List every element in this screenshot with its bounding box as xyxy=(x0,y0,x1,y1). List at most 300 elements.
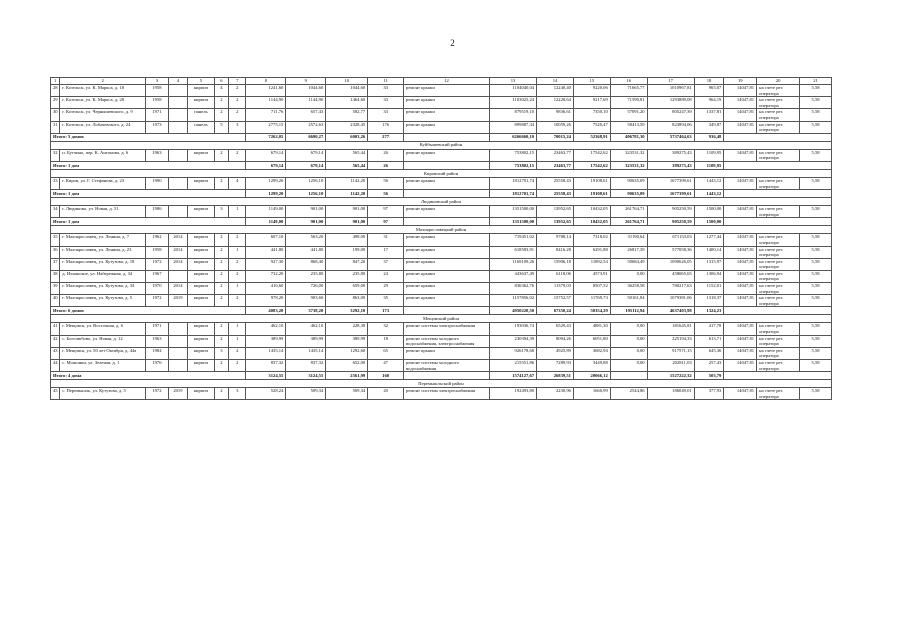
cell-c1: 230394,39 xyxy=(490,335,537,347)
total-a1: 679,14 xyxy=(246,161,286,169)
cell-mode: на счете рег. оператора xyxy=(757,270,800,282)
column-number: 5 xyxy=(188,78,215,85)
cell-c3: 9217,69 xyxy=(573,97,610,109)
cell-num: 35 xyxy=(51,234,60,246)
cell-c3: 7350,10 xyxy=(573,109,610,121)
cell-address: г. Малоярославец, ул. Ленина, д. 23 xyxy=(60,246,146,258)
cell-c4: 0,00 xyxy=(610,335,647,347)
cell-c1: 443637,49 xyxy=(490,270,537,282)
cell-y2 xyxy=(168,360,187,372)
total-row xyxy=(51,161,832,169)
cell-a2: 903,60 xyxy=(286,295,326,307)
cell-c7: 14047,81 xyxy=(724,109,757,121)
cell-a2: 509,34 xyxy=(286,388,326,400)
cell-a2: 657,43 xyxy=(286,109,326,121)
cell-ent: 2 xyxy=(229,360,246,372)
cell-c7: 14047,81 xyxy=(724,149,757,161)
cell-c2: 12240,40 xyxy=(537,85,574,97)
cell-mode: на счете рег. оператора xyxy=(757,388,800,400)
cell-a2: 901,00 xyxy=(286,206,326,218)
cell-y1: 1962 xyxy=(146,234,169,246)
district-name: Людиновский район xyxy=(51,198,832,206)
total-residents: 277 xyxy=(368,133,404,141)
column-number: 2 xyxy=(60,78,146,85)
cell-n: 5,58 xyxy=(800,149,832,161)
total-a2: 6690,27 xyxy=(286,133,326,141)
cell-a1: 1435,14 xyxy=(246,347,286,359)
cell-address: г. Мещовск, ул. Восточная, д. 6 xyxy=(60,323,146,335)
total-c1: 4950220,50 xyxy=(490,307,537,315)
cell-work: ремонт крыши xyxy=(404,347,490,359)
cell-y2 xyxy=(168,85,187,97)
total-a3: 901,00 xyxy=(326,218,368,226)
column-number: 15 xyxy=(573,78,610,85)
total-c2: 25558,43 xyxy=(537,190,574,198)
cell-c7: 14047,81 xyxy=(724,270,757,282)
cell-a1: 416,60 xyxy=(246,283,286,295)
cell-n: 5,58 xyxy=(800,121,832,133)
cell-res: 17 xyxy=(368,246,404,258)
column-number: 16 xyxy=(610,78,647,85)
cell-num: 38 xyxy=(51,270,60,282)
table-row xyxy=(51,109,832,121)
cell-work: ремонт крыши xyxy=(404,109,490,121)
cell-work: ремонт крыши xyxy=(404,121,490,133)
cell-num: 32 xyxy=(51,149,60,161)
cell-c1: 215551,86 xyxy=(490,360,537,372)
cell-c3: 19108,61 xyxy=(573,177,610,189)
cell-n: 5,58 xyxy=(800,258,832,270)
district-header-row xyxy=(51,169,832,177)
cell-n: 5,58 xyxy=(800,295,832,307)
cell-work: ремонт крыши xyxy=(404,258,490,270)
district-header-row xyxy=(51,380,832,388)
cell-y1: 1958 xyxy=(146,85,169,97)
total-c2: 67350,24 xyxy=(537,307,574,315)
total-a3: 565,44 xyxy=(326,161,368,169)
total-c4: 195112,94 xyxy=(610,307,647,315)
cell-c7: 14047,81 xyxy=(724,335,757,347)
cell-c3: 1660,99 xyxy=(573,388,610,400)
cell-address: г. Киров, ул. Г. Стефанова, д. 23 xyxy=(60,177,146,189)
cell-c6: 1443,12 xyxy=(694,177,724,189)
cell-c3: 4881,30 xyxy=(573,323,610,335)
total-c6: 1443,12 xyxy=(694,190,724,198)
cell-work: ремонт системы электроснабжения xyxy=(404,323,490,335)
cell-ent: 2 xyxy=(229,97,246,109)
table-row xyxy=(51,85,832,97)
cell-mat: кирпич xyxy=(188,335,215,347)
table-row xyxy=(51,234,832,246)
cell-c3: 7318,02 xyxy=(573,234,610,246)
cell-c3: 6291,88 xyxy=(573,246,610,258)
cell-fl: 2 xyxy=(214,97,228,109)
cell-c6: 1306,94 xyxy=(694,270,724,282)
cell-res: 37 xyxy=(368,258,404,270)
cell-c6: 1152,01 xyxy=(694,283,724,295)
cell-c5: 202811,03 xyxy=(647,360,694,372)
cell-a1: 837,32 xyxy=(246,360,286,372)
total-a3: 1142,20 xyxy=(326,190,368,198)
cell-a3: 1142,20 xyxy=(326,177,368,189)
cell-mat: кирпич xyxy=(188,283,215,295)
total-c3: 19108,61 xyxy=(573,190,610,198)
cell-address: г. Людиново, ул. Новая, д. 51 xyxy=(60,206,146,218)
total-c3: 50354,29 xyxy=(573,307,610,315)
cell-a3: 652,00 xyxy=(326,360,368,372)
cell-c4: 90635,09 xyxy=(610,177,647,189)
cell-num: 31 xyxy=(51,121,60,133)
cell-a2: 726,00 xyxy=(286,283,326,295)
cell-address: п. Бутчино, пер. К. Антонова, д. 6 xyxy=(60,149,146,161)
cell-c1: 899887,34 xyxy=(490,121,537,133)
cell-res: 20 xyxy=(368,388,404,400)
table-row xyxy=(51,388,832,400)
cell-c7: 14047,81 xyxy=(724,388,757,400)
cell-a3: 509,34 xyxy=(326,388,368,400)
cell-c5: 186049,01 xyxy=(647,388,694,400)
column-number-row xyxy=(51,78,832,85)
cell-y2 xyxy=(168,323,187,335)
cell-c4: 71590,81 xyxy=(610,97,647,109)
cell-c3: 11892,54 xyxy=(573,258,610,270)
cell-c1: 618583,91 xyxy=(490,246,537,258)
cell-c4: 2544,86 xyxy=(610,388,647,400)
cell-c7: 14047,81 xyxy=(724,360,757,372)
cell-c2: 8416,28 xyxy=(537,246,574,258)
cell-c4: 261764,71 xyxy=(610,206,647,218)
total-c6: 1109,95 xyxy=(694,161,724,169)
cell-mode: на счете рег. оператора xyxy=(757,258,800,270)
total-row xyxy=(51,307,832,315)
cell-n: 5,58 xyxy=(800,109,832,121)
cell-a1: 711,76 xyxy=(246,109,286,121)
cell-c2: 15906,18 xyxy=(537,258,574,270)
cell-address: д. Ильинское, ул. Набережная, д. 34 xyxy=(60,270,146,282)
cell-fl: 3 xyxy=(214,206,228,218)
total-c1: 1812701,74 xyxy=(490,190,537,198)
cell-a2: 1435,14 xyxy=(286,347,326,359)
cell-c1: 1169109,26 xyxy=(490,258,537,270)
cell-fl: 2 xyxy=(214,360,228,372)
cell-a2: 235,80 xyxy=(286,270,326,282)
cell-address: г. Козельск, ул. К. Маркса, д. 28 xyxy=(60,97,146,109)
cell-address: г. Малоярославец, ул. Кутузова, д. 34 xyxy=(60,283,146,295)
cell-res: 97 xyxy=(368,206,404,218)
cell-mode: на счете рег. оператора xyxy=(757,246,800,258)
cell-n: 5,58 xyxy=(800,335,832,347)
cell-c7: 14047,81 xyxy=(724,177,757,189)
total-c4: 406781,30 xyxy=(610,133,647,141)
cell-y1: 1958 xyxy=(146,97,169,109)
total-row xyxy=(51,190,832,198)
cell-n: 5,58 xyxy=(800,246,832,258)
cell-y1: 1990 xyxy=(146,177,169,189)
column-number: 9 xyxy=(286,78,326,85)
cell-c7: 14047,81 xyxy=(724,234,757,246)
cell-a3: 1464,60 xyxy=(326,97,368,109)
cell-res: 29 xyxy=(368,283,404,295)
cell-fl: 2 xyxy=(214,246,228,258)
total-c6: 1500,00 xyxy=(694,218,724,226)
cell-fl: 2 xyxy=(214,258,228,270)
total-c5: 1527222,32 xyxy=(647,372,694,380)
cell-y2 xyxy=(168,121,187,133)
cell-fl: 2 xyxy=(214,323,228,335)
total-a3: 2561,99 xyxy=(326,372,368,380)
total-c5: 905250,59 xyxy=(647,218,694,226)
cell-c7: 14047,81 xyxy=(724,283,757,295)
cell-c5: 389275,43 xyxy=(647,149,694,161)
cell-ent: 2 xyxy=(229,85,246,97)
cell-c4: 36258,58 xyxy=(610,283,647,295)
district-name: Куйбышевский район xyxy=(51,141,832,149)
cell-ent: 4 xyxy=(229,177,246,189)
total-residents: 97 xyxy=(368,218,404,226)
cell-a1: 1144,90 xyxy=(246,97,286,109)
cell-a2: 837,32 xyxy=(286,360,326,372)
cell-c6: 645,36 xyxy=(694,347,724,359)
cell-c4: 26817,39 xyxy=(610,246,647,258)
cell-work: ремонт крыши xyxy=(404,283,490,295)
column-number: 11 xyxy=(368,78,404,85)
district-name: Малоярославецкий район xyxy=(51,226,832,234)
cell-a1: 978,20 xyxy=(246,295,286,307)
table-row xyxy=(51,246,832,258)
cell-a2: 462,10 xyxy=(286,323,326,335)
table-row xyxy=(51,206,832,218)
cell-address: г. Козельск, ул. К. Маркса, д. 18 xyxy=(60,85,146,97)
cell-work: ремонт крыши xyxy=(404,206,490,218)
total-empty xyxy=(404,190,490,198)
cell-a1: 389,99 xyxy=(246,335,286,347)
cell-work: ремонт системы электроснабжения xyxy=(404,388,490,400)
cell-work: ремонт крыши xyxy=(404,295,490,307)
total-residents: 26 xyxy=(368,161,404,169)
total-c4 xyxy=(610,372,647,380)
total-c4: 323531,32 xyxy=(610,161,647,169)
cell-mat: кирпич xyxy=(188,388,215,400)
cell-c6: 1500,00 xyxy=(694,206,724,218)
cell-c4: 58413,59 xyxy=(610,121,647,133)
cell-c4: 31190,64 xyxy=(610,234,647,246)
total-row xyxy=(51,133,832,141)
total-residents: 160 xyxy=(368,372,404,380)
cell-c4: 0,00 xyxy=(610,347,647,359)
cell-y2 xyxy=(168,347,187,359)
cell-num: 33 xyxy=(51,177,60,189)
total-c4: 261764,71 xyxy=(610,218,647,226)
cell-c5: 181645,81 xyxy=(647,323,694,335)
cell-mode: на счете рег. оператора xyxy=(757,149,800,161)
total-row xyxy=(51,218,832,226)
cell-a1: 2775,15 xyxy=(246,121,286,133)
cell-c6: 417,78 xyxy=(694,323,724,335)
cell-mat: кирпич xyxy=(188,85,215,97)
cell-num: 40 xyxy=(51,295,60,307)
cell-fl: 2 xyxy=(214,388,228,400)
total-a1: 1299,20 xyxy=(246,190,286,198)
cell-y1: 1963 xyxy=(146,335,169,347)
total-a2: 3124,55 xyxy=(286,372,326,380)
cell-mat: кирпич xyxy=(188,234,215,246)
cell-y2: 2014 xyxy=(168,258,187,270)
cell-c4: 50684,49 xyxy=(610,258,647,270)
cell-c3: 7520,47 xyxy=(573,121,610,133)
cell-a3: 498,00 xyxy=(326,234,368,246)
column-number: 1 xyxy=(51,78,60,85)
cell-n: 5,58 xyxy=(800,360,832,372)
cell-res: 47 xyxy=(368,360,404,372)
cell-a3: 235,80 xyxy=(326,270,368,282)
cell-fl: 2 xyxy=(214,335,228,347)
cell-y1: 1958 xyxy=(146,246,169,258)
table-row xyxy=(51,97,832,109)
cell-y2: 2014 xyxy=(168,246,187,258)
cell-y2 xyxy=(168,97,187,109)
cell-y2: 2014 xyxy=(168,234,187,246)
total-c2: 70015,24 xyxy=(537,133,574,141)
total-empty xyxy=(724,161,832,169)
cell-c3: 11769,73 xyxy=(573,295,610,307)
total-c6: 503,79 xyxy=(694,372,724,380)
cell-c5: 805247,39 xyxy=(647,109,694,121)
cell-c2: 7289,93 xyxy=(537,360,574,372)
cell-res: 56 xyxy=(368,177,404,189)
cell-num: 43 xyxy=(51,347,60,359)
cell-a2: 868,40 xyxy=(286,258,326,270)
district-header-row xyxy=(51,315,832,323)
cell-c3: 3682,94 xyxy=(573,347,610,359)
column-number: 7 xyxy=(229,78,246,85)
total-c2: 23463,77 xyxy=(537,161,574,169)
cell-num: 30 xyxy=(51,109,60,121)
cell-ent: 2 xyxy=(229,258,246,270)
total-c4: 90635,09 xyxy=(610,190,647,198)
total-c1: 1574127,67 xyxy=(490,372,537,380)
cell-ent: 2 xyxy=(229,347,246,359)
cell-a3: 389,99 xyxy=(326,335,368,347)
cell-c5: 1079381,06 xyxy=(647,295,694,307)
cell-c6: 1337,81 xyxy=(694,109,724,121)
cell-res: 176 xyxy=(368,121,404,133)
total-label: Итого: 4 дома xyxy=(51,372,246,380)
cell-res: 32 xyxy=(368,323,404,335)
total-empty xyxy=(404,218,490,226)
cell-num: 41 xyxy=(51,323,60,335)
cell-c4: 0,00 xyxy=(610,270,647,282)
column-number: 3 xyxy=(146,78,169,85)
cell-y1: 1967 xyxy=(146,270,169,282)
cell-work: ремонт системы холодного водоснабжения, электроснабжения xyxy=(404,335,490,347)
cell-mat: кирпич xyxy=(188,270,215,282)
cell-a1: 1149,00 xyxy=(246,206,286,218)
cell-res: 65 xyxy=(368,347,404,359)
cell-num: 36 xyxy=(51,246,60,258)
cell-ent: 3 xyxy=(229,121,246,133)
total-a2: 3738,20 xyxy=(286,307,326,315)
cell-mode: на счете рег. оператора xyxy=(757,283,800,295)
cell-y1: 1976 xyxy=(146,360,169,372)
cell-num: 44 xyxy=(51,360,60,372)
cell-n: 5,58 xyxy=(800,234,832,246)
cell-c2: 25558,43 xyxy=(537,177,574,189)
cell-c6: 1109,95 xyxy=(694,149,724,161)
cell-y1: 1986 xyxy=(146,206,169,218)
cell-y2 xyxy=(168,206,187,218)
column-number: 6 xyxy=(214,78,228,85)
cell-fl: 2 xyxy=(214,283,228,295)
cell-res: 18 xyxy=(368,335,404,347)
cell-y1: 1972 xyxy=(146,388,169,400)
column-number: 8 xyxy=(246,78,286,85)
cell-res: 31 xyxy=(368,234,404,246)
cell-mode: на счете рег. оператора xyxy=(757,85,800,97)
total-label: Итого: 1 дом xyxy=(51,190,246,198)
cell-c2: 9788,14 xyxy=(537,234,574,246)
table-row xyxy=(51,335,832,347)
cell-ent: 1 xyxy=(229,283,246,295)
cell-c1: 753802,15 xyxy=(490,149,537,161)
cell-work: ремонт крыши xyxy=(404,234,490,246)
cell-c1: 1103025,24 xyxy=(490,97,537,109)
district-name: Мещовский район xyxy=(51,315,832,323)
cell-n: 5,58 xyxy=(800,97,832,109)
cell-c4: 0,00 xyxy=(610,360,647,372)
cell-c7: 14047,81 xyxy=(724,85,757,97)
total-c2: 13952,65 xyxy=(537,218,574,226)
cell-a1: 927,30 xyxy=(246,258,286,270)
cell-c6: 349,87 xyxy=(694,121,724,133)
cell-c3: 6051,80 xyxy=(573,335,610,347)
cell-c6: 965,07 xyxy=(694,85,724,97)
cell-c2: 9836,61 xyxy=(537,109,574,121)
total-c2: 26839,51 xyxy=(537,372,574,380)
cell-address: г. Козельск, ул. Лобачевского, д. 24 xyxy=(60,121,146,133)
cell-c6: 964,19 xyxy=(694,97,724,109)
total-empty xyxy=(724,372,832,380)
cell-a1: 607,10 xyxy=(246,234,286,246)
cell-mat: кирпич xyxy=(188,295,215,307)
table-row xyxy=(51,347,832,359)
cell-c5: 671153,03 xyxy=(647,234,694,246)
cell-num: 37 xyxy=(51,258,60,270)
cell-c2: 11379,03 xyxy=(537,283,574,295)
cell-a3: 901,00 xyxy=(326,206,368,218)
column-number: 18 xyxy=(694,78,724,85)
total-a1: 4083,20 xyxy=(246,307,286,315)
cell-c5: 577058,36 xyxy=(647,246,694,258)
total-c5: 1677399,61 xyxy=(647,190,694,198)
total-a2: 679,14 xyxy=(286,161,326,169)
cell-c6: 1400,14 xyxy=(694,246,724,258)
cell-mat: кирпич xyxy=(188,360,215,372)
cell-a1: 1299,20 xyxy=(246,177,286,189)
cell-mat: кирпич xyxy=(188,177,215,189)
cell-a1: 441,80 xyxy=(246,246,286,258)
column-number: 17 xyxy=(647,78,694,85)
total-a2: 1256,10 xyxy=(286,190,326,198)
cell-ent: 2 xyxy=(229,149,246,161)
total-a1: 1149,00 xyxy=(246,218,286,226)
cell-c1: 1104040,04 xyxy=(490,85,537,97)
cell-a3: 1292,60 xyxy=(326,347,368,359)
cell-c3: 8507,52 xyxy=(573,283,610,295)
cell-mode: на счете рег. оператора xyxy=(757,109,800,121)
table-row xyxy=(51,149,832,161)
cell-c5: 1090626,05 xyxy=(647,258,694,270)
cell-c6: 257,43 xyxy=(694,360,724,372)
